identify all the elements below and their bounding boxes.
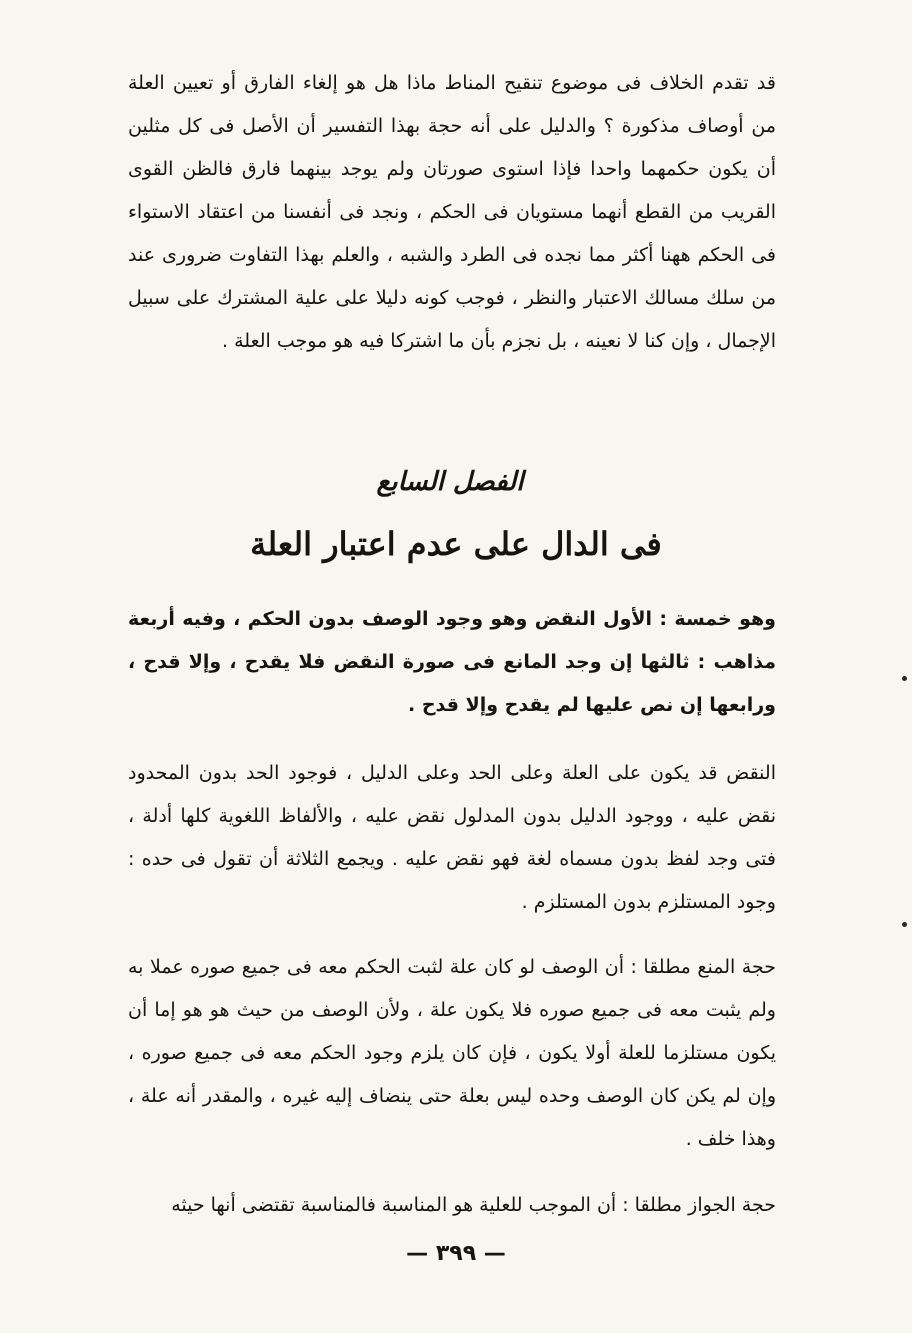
paragraph-tanqih-al-manat: قد تقدم الخلاف فى موضوع تنقيح المناط ماذا هل هو إلغاء الفارق أو تعيين العلة من أوصاف مذكورة ؟ والدليل على أنه حجة بهذا التفسير أن الأصل فى كل مثلين أن يكون حكمهما واحدا فإذا استوى صورتان ولم يوجد بينهما فارق فالظن القوى القريب من القطع أنهما مستويان فى الحكم ، ونجد فى أنفسنا من اعتقاد الاستواء فى الحكم ههنا أكثر مما نجده فى الطرد والشبه ، والعلم بهذا التفاوت ضرورى عند من سلك مسالك الاعتبار والنظر ، فوجب كونه دليلا على علية المشترك على سبيل الإجمال ، وإن كنا لا نعينه ، بل نجزم بأن ما اشتركا فيه هو موجب العلة . (128, 72, 776, 352)
chapter-title: فى الدال على عدم اعتبار العلة (250, 525, 662, 563)
page-number: — ٣٩٩ — (406, 1241, 506, 1266)
paragraph-hujjat-al-jawaz: حجة الجواز مطلقا : أن الموجب للعلية هو المناسبة فالمناسبة تقتضى أنها حيثه (171, 1194, 776, 1216)
paragraph-naqd-explanation: النقض قد يكون على العلة وعلى الحد وعلى الدليل ، فوجود الحد بدون المحدود نقض عليه ، ووجود الدليل بدون المدلول نقض عليه ، والألفاظ اللغوية كلها أدلة ، فتى وجد لفظ بدون مسماه لغة فهو نقض عليه . ويجمع الثلاثة أن تقول فى حده : وجود المستلزم بدون المستلزم . (128, 762, 776, 913)
margin-dot-mark (902, 922, 907, 927)
paragraph-hujjat-al-man: حجة المنع مطلقا : أن الوصف لو كان علة لثبت الحكم معه فى جميع صوره عملا به ولم يثبت معه فى جميع صوره فلا يكون علة ، ولأن الوصف من حيث هو هو إما أن يكون مستلزما للعلة أولا يكون ، فإن كان يلزم وجود الحكم معه فى جميع صوره ، وإن لم يكن كان الوصف وحده ليس بعلة حتى ينضاف إليه غيره ، والمقدر أنه علة ، وهذا خلف . (128, 956, 776, 1150)
paragraph-naqd-rule: وهو خمسة : الأول النقض وهو وجود الوصف بدون الحكم ، وفيه أربعة مذاهب : ثالثها إن وجد المانع فى صورة النقض فلا يقدح ، وإلا قدح ، ورابعها إن نص عليها لم يقدح وإلا قدح . (128, 608, 776, 716)
margin-dot-mark (902, 676, 907, 681)
chapter-label: الفصل السابع (376, 467, 524, 497)
